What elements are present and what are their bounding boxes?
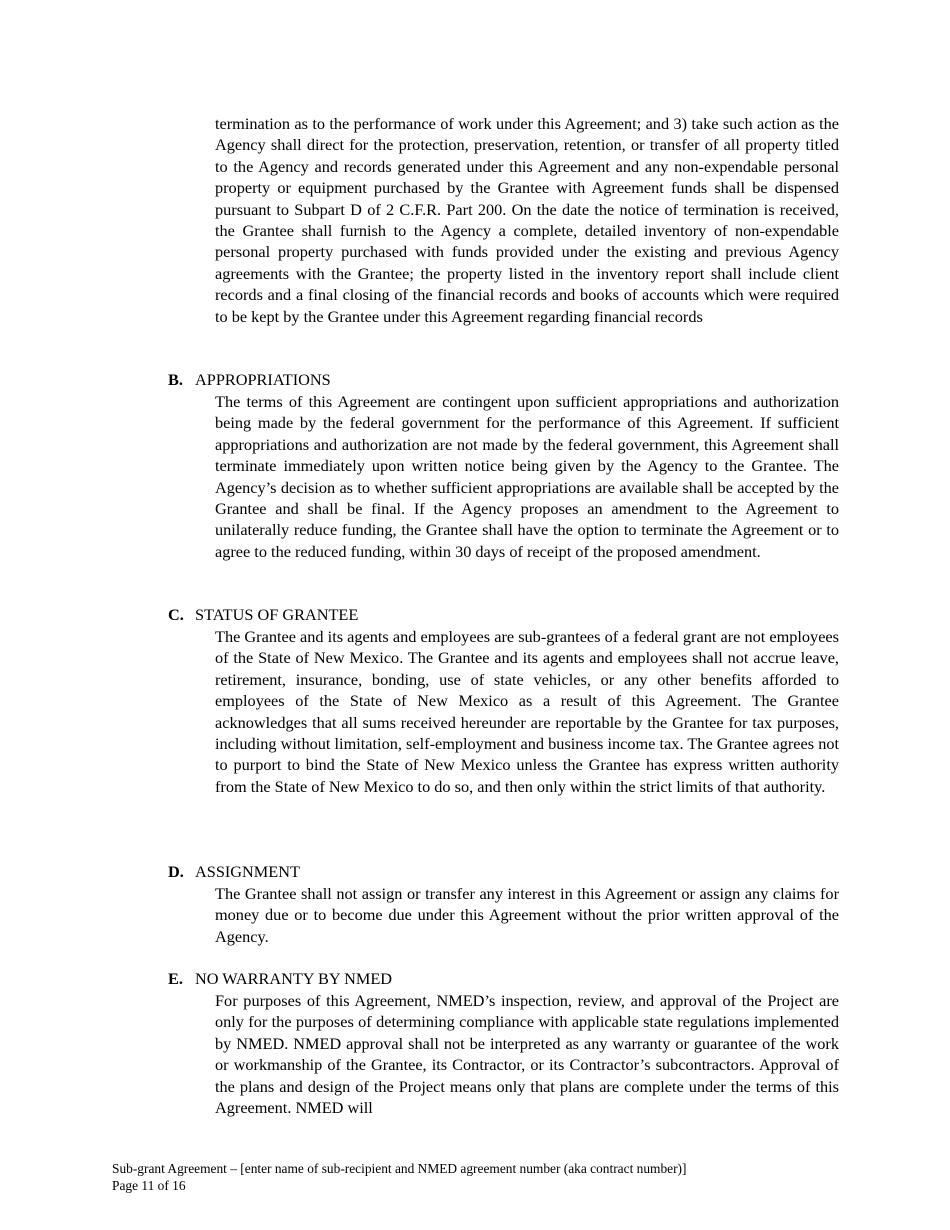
section-e-body: For purposes of this Agreement, NMED’s inspection, review, and approval of the Project are only for the purposes of determining compliance with applicable state regulations implemented by NMED. NMED approval shall not be interpreted as any warranty or guarantee of the work or workmanship of the Grantee, its Contractor, or its Contractor’s subcontractors. Approval of the plans and design of the Project means only that plans are complete under the terms of this Agreement. NMED will [215, 991, 839, 1118]
section-c-heading [168, 604, 358, 625]
section-b-heading [168, 369, 331, 390]
section-b-letter: B. [168, 370, 183, 389]
section-c-body: The Grantee and its agents and employees are sub-grantees of a federal grant are not employees of the State of New Mexico. The Grantee and its agents and employees shall not accrue leave, retirement, insurance, bonding, use of state vehicles, or any other benefits afforded to employees of the State of New Mexico as a result of this Agreement. The Grantee acknowledges that all sums received hereunder are reportable by the Grantee for tax purposes, including without limitation, self-employment and business income tax. The Grantee agrees not to purport to bind the State of New Mexico unless the Grantee has express written authority from the State of New Mexico to do so, and then only within the strict limits of that authority. [215, 627, 839, 796]
section-b-body: The terms of this Agreement are contingent upon sufficient appropriations and authorization being made by the federal government for the performance of this Agreement. If sufficient appropriations and authorization are not made by the federal government, this Agreement shall terminate immediately upon written notice being given by the Agency to the Grantee. The Agency’s decision as to whether sufficient appropriations are available shall be accepted by the Grantee and shall be final. If the Agency proposes an amendment to the Agreement to unilaterally reduce funding, the Grantee shall have the option to terminate the Agreement or to agree to the reduced funding, within 30 days of receipt of the proposed amendment. [215, 392, 839, 561]
footer-agreement-line: Sub-grant Agreement – [enter name of sub-recipient and NMED agreement number (aka contract number)] [112, 1161, 687, 1176]
section-d-letter: D. [168, 862, 184, 881]
intro-paragraph: termination as to the performance of work under this Agreement; and 3) take such action as the Agency shall direct for the protection, preservation, retention, or transfer of all property titled to the Agency and records generated under this Agreement and any non-expendable personal property or equipment purchased by the Grantee with Agreement funds shall be dispensed pursuant to Subpart D of 2 C.F.R. Part 200. On the date the notice of termination is received, the Grantee shall furnish to the Agency a complete, detailed inventory of non-expendable personal property purchased with funds provided under the existing and previous Agency agreements with the Grantee; the property listed in the inventory report shall include client records and a final closing of the financial records and books of accounts which were required to be kept by the Grantee under this Agreement regarding financial records [215, 114, 839, 326]
section-e-title: NO WARRANTY BY NMED [195, 969, 393, 988]
section-d-body: The Grantee shall not assign or transfer any interest in this Agreement or assign any claims for money due or to become due under this Agreement without the prior written approval of the Agency. [215, 884, 839, 946]
section-b-title: APPROPRIATIONS [195, 370, 331, 389]
section-c-letter: C. [168, 605, 184, 624]
section-d-title: ASSIGNMENT [195, 862, 300, 881]
section-c-title: STATUS OF GRANTEE [195, 605, 359, 624]
footer-page-number: Page 11 of 16 [112, 1178, 186, 1193]
section-e-heading [168, 968, 392, 989]
section-e-letter: E. [168, 969, 183, 988]
page-footer [112, 1160, 686, 1194]
section-d-heading [168, 861, 300, 882]
